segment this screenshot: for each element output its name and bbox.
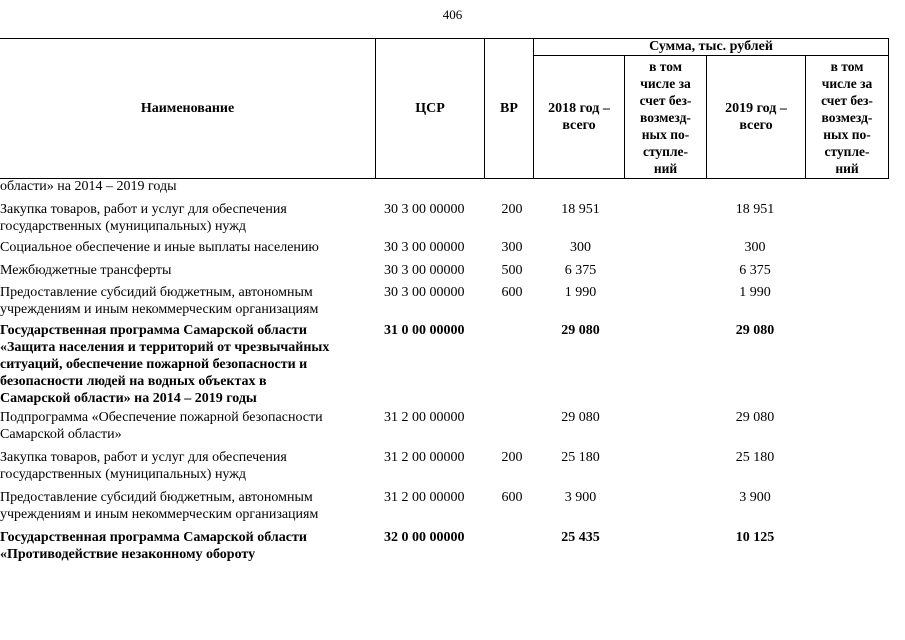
row-sum-2019: 25 180: [735, 450, 775, 465]
header-2019-free-line: в том: [830, 58, 864, 74]
row-name-line: безопасности людей на водных объектах в: [0, 374, 267, 389]
page-number: 406: [442, 7, 463, 22]
row-name-line: Подпрограмма «Обеспечение пожарной безопасности: [0, 410, 323, 425]
row-sum-2018: 6 375: [564, 263, 597, 278]
row-csr: 30 3 00 00000: [384, 263, 465, 278]
header-2018-free-line: счет без-: [639, 92, 692, 108]
header-2018-free-line: ступле-: [642, 143, 689, 159]
row-sum-2019: 29 080: [735, 410, 775, 425]
header-2018-free-line: ний: [653, 160, 678, 176]
header-2019-total: [707, 56, 805, 178]
row-name: [0, 284, 370, 318]
row-csr: 30 3 00 00000: [384, 240, 465, 255]
row-vr: 200: [501, 202, 523, 217]
row-name-line: «Противодействие незаконному обороту: [0, 547, 256, 562]
header-2019-total-line: всего: [739, 118, 773, 133]
header-name: Наименование: [140, 100, 235, 116]
row-name-line: Предоставление субсидий бюджетным, автономным: [0, 490, 313, 505]
header-2019-free-line: ных по-: [823, 126, 871, 142]
row-name-line: Самарской области»: [0, 427, 122, 442]
row-sum-2018: 300: [570, 240, 591, 255]
row-sum-2018: 1 990: [564, 285, 597, 300]
header-2018-free-line: ных по-: [641, 126, 690, 142]
header-2019-total-line: 2019 год –: [725, 101, 787, 116]
row-name-line: государственных (муниципальных) нужд: [0, 467, 247, 482]
row-name: [0, 449, 370, 483]
row-name-line: Самарской области» на 2014 – 2019 годы: [0, 391, 257, 406]
header-2018-free-line: возмезд-: [640, 109, 691, 125]
row-vr: 500: [501, 263, 523, 278]
row-name-line: «Защита населения и территорий от чрезвычайных: [0, 340, 330, 355]
row-name: [0, 322, 370, 407]
row-sum-2019: 6 375: [739, 263, 771, 278]
row-name: [0, 409, 370, 443]
row-name-line: Социальное обеспечение и иные выплаты населению: [0, 240, 319, 255]
header-2018-total-line: 2018 год –: [548, 101, 610, 116]
table-header: [0, 38, 889, 178]
header-2019-free-line: возмезд-: [821, 109, 873, 125]
header-2018-total: [534, 56, 624, 178]
row-name-line: Государственная программа Самарской области: [0, 530, 307, 545]
row-name: [0, 262, 370, 279]
row-sum-2019: 10 125: [735, 530, 775, 545]
row-name-line: Закупка товаров, работ и услуг для обеспечения: [0, 450, 287, 465]
header-2019-free-line: ний: [835, 160, 859, 176]
row-sum-2019: 1 990: [739, 285, 771, 300]
header-2018-free: [625, 56, 706, 178]
row-csr: 31 2 00 00000: [384, 450, 465, 465]
row-sum-2018: 29 080: [561, 323, 600, 338]
row-sum-2018: 18 951: [561, 202, 600, 217]
row-name-line: Межбюджетные трансферты: [0, 263, 172, 278]
row-csr: 31 0 00 00000: [384, 323, 465, 338]
row-vr: 200: [501, 450, 523, 465]
row-name-line: Закупка товаров, работ и услуг для обеспечения: [0, 202, 287, 217]
row-name: [0, 239, 370, 256]
row-sum-2018: 29 080: [561, 410, 600, 425]
row-name-line: ситуаций, обеспечение пожарной безопасности и: [0, 357, 308, 372]
header-2018-free-line: числе за: [640, 75, 691, 91]
header-csr: ЦСР: [415, 100, 445, 116]
header-2018-total-line: всего: [562, 118, 596, 133]
row-vr: 600: [501, 490, 523, 505]
row-vr: 300: [501, 240, 523, 255]
row-name: [0, 489, 370, 523]
row-sum-2019: 29 080: [735, 323, 775, 338]
header-vr: ВР: [500, 100, 518, 116]
row-csr: 30 3 00 00000: [384, 202, 465, 217]
row-sum-2018: 3 900: [564, 490, 597, 505]
header-2019-free: [806, 56, 888, 178]
row-sum-2018: 25 435: [561, 530, 600, 545]
header-sum-group: Сумма, тыс. рублей: [649, 39, 773, 54]
row-csr: 30 3 00 00000: [384, 285, 465, 300]
header-2019-free-line: ступле-: [824, 143, 870, 159]
row-name-line: государственных (муниципальных) нужд: [0, 219, 247, 234]
row-csr: 32 0 00 00000: [384, 530, 465, 545]
row-name-line: учреждениям и иным некоммерческим организациям: [0, 302, 319, 317]
row-sum-2019: 18 951: [735, 202, 775, 217]
row-csr: 31 2 00 00000: [384, 490, 465, 505]
row-name-line: Государственная программа Самарской области: [0, 323, 307, 338]
header-2018-free-line: в том: [649, 58, 682, 74]
header-2019-free-line: счет без-: [821, 92, 873, 108]
row-vr: 600: [501, 285, 523, 300]
row-name-line: области» на 2014 – 2019 годы: [0, 179, 177, 194]
row-name-line: Предоставление субсидий бюджетным, автономным: [0, 285, 313, 300]
row-sum-2019: 300: [744, 240, 766, 255]
row-sum-2019: 3 900: [739, 490, 771, 505]
header-2019-free-line: числе за: [821, 75, 873, 91]
row-csr: 31 2 00 00000: [384, 410, 465, 425]
row-name-line: учреждениям и иным некоммерческим организациям: [0, 507, 319, 522]
row-name: [0, 201, 370, 235]
row-name: [0, 178, 370, 195]
row-name: [0, 529, 370, 563]
row-sum-2018: 25 180: [561, 450, 600, 465]
